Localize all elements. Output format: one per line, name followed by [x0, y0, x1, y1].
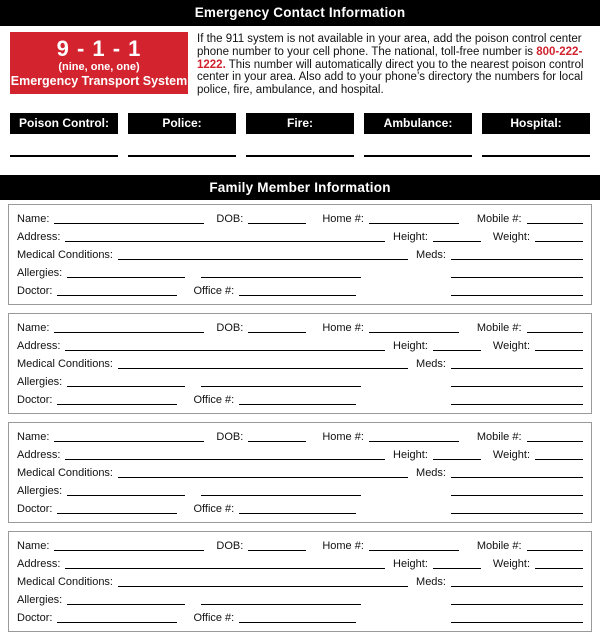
nine-one-one-subtitle: (nine, one, one) — [58, 61, 140, 73]
police-write-line[interactable] — [128, 155, 236, 157]
weight-field-line[interactable] — [535, 241, 583, 242]
paragraph-text-before-phone: If the 911 system is not available in your area, add the poison control center phone number to your cell phone. The national, toll-free number is — [197, 33, 582, 58]
meds-extra-line-1[interactable] — [451, 495, 583, 496]
allergies-field-line[interactable] — [67, 386, 185, 387]
name-dob-phones-row — [17, 430, 583, 444]
address-field-line[interactable] — [65, 241, 385, 242]
meds-label: Meds: — [416, 248, 446, 261]
doctor-office-row — [17, 502, 583, 516]
family-member-list — [8, 204, 592, 632]
poison-control-write-line[interactable] — [10, 155, 118, 157]
meds-field-line[interactable] — [451, 368, 583, 369]
mobile-phone-field-line[interactable] — [527, 332, 583, 333]
office-phone-label: Office #: — [193, 393, 235, 406]
mobile-phone-field-line[interactable] — [527, 550, 583, 551]
home-phone-label: Home #: — [322, 539, 364, 552]
contact-label-poison-control: Poison Control: — [10, 113, 118, 134]
home-phone-label: Home #: — [322, 430, 364, 443]
meds-extra-line-2[interactable] — [451, 295, 583, 296]
medical-conditions-label: Medical Conditions: — [17, 248, 113, 261]
contact-label-ambulance: Ambulance: — [364, 113, 472, 134]
top-info-section — [10, 32, 590, 97]
family-member-block — [8, 313, 592, 414]
dob-field-line[interactable] — [248, 223, 306, 224]
meds-extra-line-1[interactable] — [451, 386, 583, 387]
address-field-line[interactable] — [65, 568, 385, 569]
allergies-label: Allergies: — [17, 266, 63, 279]
meds-field-line[interactable] — [451, 259, 583, 260]
doctor-label: Doctor: — [17, 393, 53, 406]
mobile-phone-label: Mobile #: — [476, 430, 522, 443]
contact-label-fire: Fire: — [246, 113, 354, 134]
allergies-field-line[interactable] — [67, 604, 185, 605]
meds-extra-line-1[interactable] — [451, 277, 583, 278]
medical-conditions-meds-row — [17, 248, 583, 262]
mobile-phone-label: Mobile #: — [476, 539, 522, 552]
weight-label: Weight: — [492, 230, 530, 243]
allergies-field-line[interactable] — [67, 495, 185, 496]
home-phone-field-line[interactable] — [369, 332, 459, 333]
hospital-write-line[interactable] — [482, 155, 590, 157]
height-field-line[interactable] — [433, 568, 481, 569]
medical-conditions-meds-row — [17, 575, 583, 589]
doctor-label: Doctor: — [17, 611, 53, 624]
name-field-line[interactable] — [54, 550, 204, 551]
emergency-contact-write-lines-row — [10, 155, 590, 157]
allergies-extra-line[interactable] — [201, 386, 361, 387]
office-phone-label: Office #: — [193, 611, 235, 624]
dob-label: DOB: — [216, 539, 244, 552]
home-phone-label: Home #: — [322, 212, 364, 225]
address-label: Address: — [17, 448, 61, 461]
address-label: Address: — [17, 339, 61, 352]
allergies-row — [17, 266, 583, 280]
weight-field-line[interactable] — [535, 350, 583, 351]
meds-field-line[interactable] — [451, 586, 583, 587]
dob-label: DOB: — [216, 430, 244, 443]
nine-one-one-number: 9 - 1 - 1 — [56, 36, 142, 61]
mobile-phone-label: Mobile #: — [476, 212, 522, 225]
height-field-line[interactable] — [433, 241, 481, 242]
name-dob-phones-row — [17, 321, 583, 335]
office-phone-field-line[interactable] — [239, 295, 356, 296]
medical-conditions-label: Medical Conditions: — [17, 357, 113, 370]
name-label: Name: — [17, 212, 50, 225]
medical-conditions-meds-row — [17, 357, 583, 371]
doctor-field-line[interactable] — [57, 513, 177, 514]
mobile-phone-field-line[interactable] — [527, 441, 583, 442]
home-phone-field-line[interactable] — [369, 223, 459, 224]
weight-field-line[interactable] — [535, 568, 583, 569]
name-field-line[interactable] — [54, 223, 204, 224]
name-label: Name: — [17, 430, 50, 443]
medical-conditions-label: Medical Conditions: — [17, 575, 113, 588]
home-phone-label: Home #: — [322, 321, 364, 334]
height-field-line[interactable] — [433, 350, 481, 351]
name-field-line[interactable] — [54, 441, 204, 442]
allergies-row — [17, 375, 583, 389]
dob-field-line[interactable] — [248, 550, 306, 551]
emergency-contact-labels-row — [10, 113, 590, 134]
emergency-transport-system-label: Emergency Transport System — [10, 74, 188, 88]
office-phone-label: Office #: — [193, 284, 235, 297]
allergies-extra-line[interactable] — [201, 604, 361, 605]
address-height-weight-row — [17, 230, 583, 244]
allergies-extra-line[interactable] — [201, 495, 361, 496]
ambulance-write-line[interactable] — [364, 155, 472, 157]
doctor-label: Doctor: — [17, 502, 53, 515]
address-height-weight-row — [17, 557, 583, 571]
doctor-office-row — [17, 284, 583, 298]
emergency-contact-header-bar — [0, 0, 600, 26]
allergies-label: Allergies: — [17, 484, 63, 497]
doctor-field-line[interactable] — [57, 404, 177, 405]
address-field-line[interactable] — [65, 350, 385, 351]
office-phone-label: Office #: — [193, 502, 235, 515]
allergies-row — [17, 593, 583, 607]
allergies-row — [17, 484, 583, 498]
weight-label: Weight: — [492, 448, 530, 461]
name-label: Name: — [17, 321, 50, 334]
name-dob-phones-row — [17, 212, 583, 226]
family-member-block — [8, 204, 592, 305]
allergies-field-line[interactable] — [67, 277, 185, 278]
meds-extra-line-2[interactable] — [451, 513, 583, 514]
page-title: Emergency Contact Information — [194, 5, 406, 20]
height-label: Height: — [393, 339, 428, 352]
meds-field-line[interactable] — [451, 477, 583, 478]
fire-write-line[interactable] — [246, 155, 354, 157]
family-section-title: Family Member Information — [209, 179, 391, 195]
height-label: Height: — [393, 557, 428, 570]
address-label: Address: — [17, 557, 61, 570]
address-height-weight-row — [17, 339, 583, 353]
dob-label: DOB: — [216, 321, 244, 334]
office-phone-field-line[interactable] — [239, 513, 356, 514]
allergies-extra-line[interactable] — [201, 277, 361, 278]
meds-label: Meds: — [416, 357, 446, 370]
weight-field-line[interactable] — [535, 459, 583, 460]
medical-conditions-label: Medical Conditions: — [17, 466, 113, 479]
name-label: Name: — [17, 539, 50, 552]
dob-label: DOB: — [216, 212, 244, 225]
meds-label: Meds: — [416, 575, 446, 588]
doctor-office-row — [17, 393, 583, 407]
name-dob-phones-row — [17, 539, 583, 553]
height-label: Height: — [393, 448, 428, 461]
contact-label-hospital: Hospital: — [482, 113, 590, 134]
meds-extra-line-1[interactable] — [451, 604, 583, 605]
weight-label: Weight: — [492, 339, 530, 352]
medical-conditions-meds-row — [17, 466, 583, 480]
height-field-line[interactable] — [433, 459, 481, 460]
home-phone-field-line[interactable] — [369, 550, 459, 551]
nine-one-one-badge — [10, 32, 188, 94]
medical-conditions-field-line[interactable] — [118, 477, 408, 478]
address-field-line[interactable] — [65, 459, 385, 460]
allergies-label: Allergies: — [17, 375, 63, 388]
height-label: Height: — [393, 230, 428, 243]
meds-label: Meds: — [416, 466, 446, 479]
paragraph-text-after-phone: This number will automatically direct you to the nearest poison control center in your area. Also add to your phone’s directory the numbers for local police, fire, ambulance, and hospital. — [197, 58, 584, 97]
doctor-label: Doctor: — [17, 284, 53, 297]
mobile-phone-label: Mobile #: — [476, 321, 522, 334]
poison-control-paragraph — [197, 33, 590, 97]
meds-extra-line-2[interactable] — [451, 404, 583, 405]
office-phone-field-line[interactable] — [239, 404, 356, 405]
weight-label: Weight: — [492, 557, 530, 570]
family-member-header-bar — [0, 175, 600, 200]
poison-control-phone-number: 800-222-1222. — [197, 45, 583, 71]
family-member-block — [8, 422, 592, 523]
allergies-label: Allergies: — [17, 593, 63, 606]
address-height-weight-row — [17, 448, 583, 462]
name-field-line[interactable] — [54, 332, 204, 333]
dob-field-line[interactable] — [248, 332, 306, 333]
dob-field-line[interactable] — [248, 441, 306, 442]
home-phone-field-line[interactable] — [369, 441, 459, 442]
address-label: Address: — [17, 230, 61, 243]
family-member-block — [8, 531, 592, 632]
medical-conditions-field-line[interactable] — [118, 368, 408, 369]
doctor-field-line[interactable] — [57, 295, 177, 296]
mobile-phone-field-line[interactable] — [527, 223, 583, 224]
medical-conditions-field-line[interactable] — [118, 586, 408, 587]
medical-conditions-field-line[interactable] — [118, 259, 408, 260]
contact-label-police: Police: — [128, 113, 236, 134]
